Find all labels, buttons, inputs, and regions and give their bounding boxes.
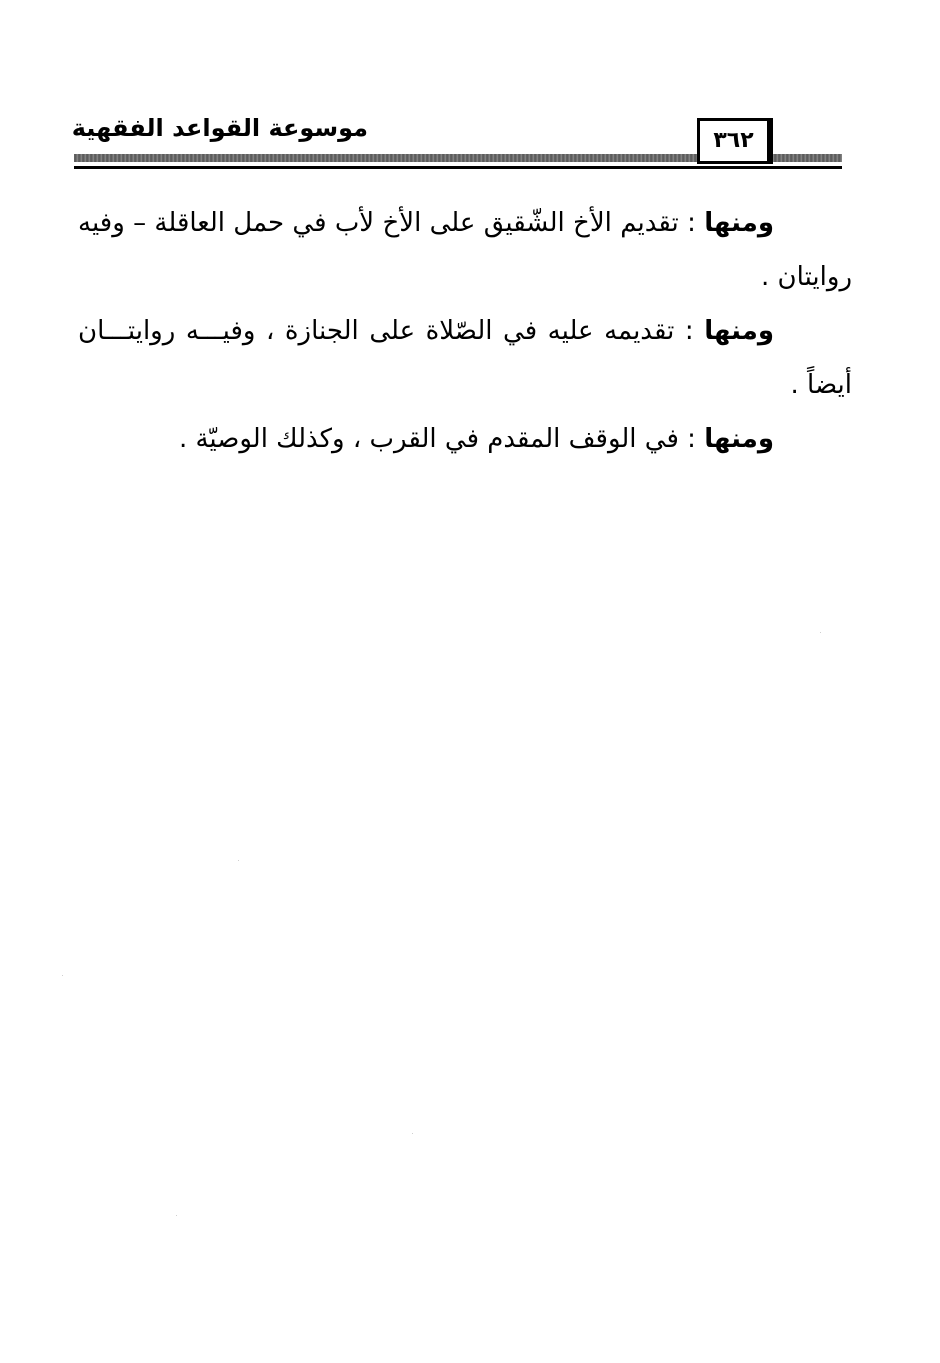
scan-speck xyxy=(412,1133,413,1134)
header-rule-solid xyxy=(74,166,842,169)
paragraph-lead: ومنها xyxy=(704,424,774,454)
page-body xyxy=(78,196,852,466)
scan-speck xyxy=(176,1215,177,1216)
paragraph-line xyxy=(78,250,852,304)
paragraph-line xyxy=(78,304,852,358)
paragraph-lead: ومنها xyxy=(704,208,774,238)
page-header xyxy=(71,108,844,178)
book-title: موسوعة القواعد الفقهية xyxy=(71,114,368,142)
paragraph-line xyxy=(78,358,852,412)
paragraph-text: : في الوقف المقدم في القرب ، وكذلك الوصيّة . xyxy=(178,424,705,454)
scan-speck xyxy=(820,632,821,633)
paragraph-3 xyxy=(78,412,852,466)
paragraph-line xyxy=(78,196,852,250)
paragraph-line xyxy=(78,412,852,466)
paragraph-text: : تقديم الأخ الشّقيق على الأخ لأب في حمل العاقلة – وفيه xyxy=(78,208,705,238)
paragraph-2 xyxy=(78,304,852,412)
scan-speck xyxy=(62,975,63,976)
page-number: ٣٦٢ xyxy=(697,118,773,164)
paragraph-1 xyxy=(78,196,852,304)
paragraph-lead: ومنها xyxy=(704,316,774,346)
scan-speck xyxy=(238,860,239,861)
paragraph-text: : تقديمه عليه في الصّلاة على الجنازة ، وفيـــه روايتـــان xyxy=(78,316,705,346)
paragraph-text: أيضاً . xyxy=(790,370,852,400)
paragraph-text: روايتان . xyxy=(761,262,852,292)
